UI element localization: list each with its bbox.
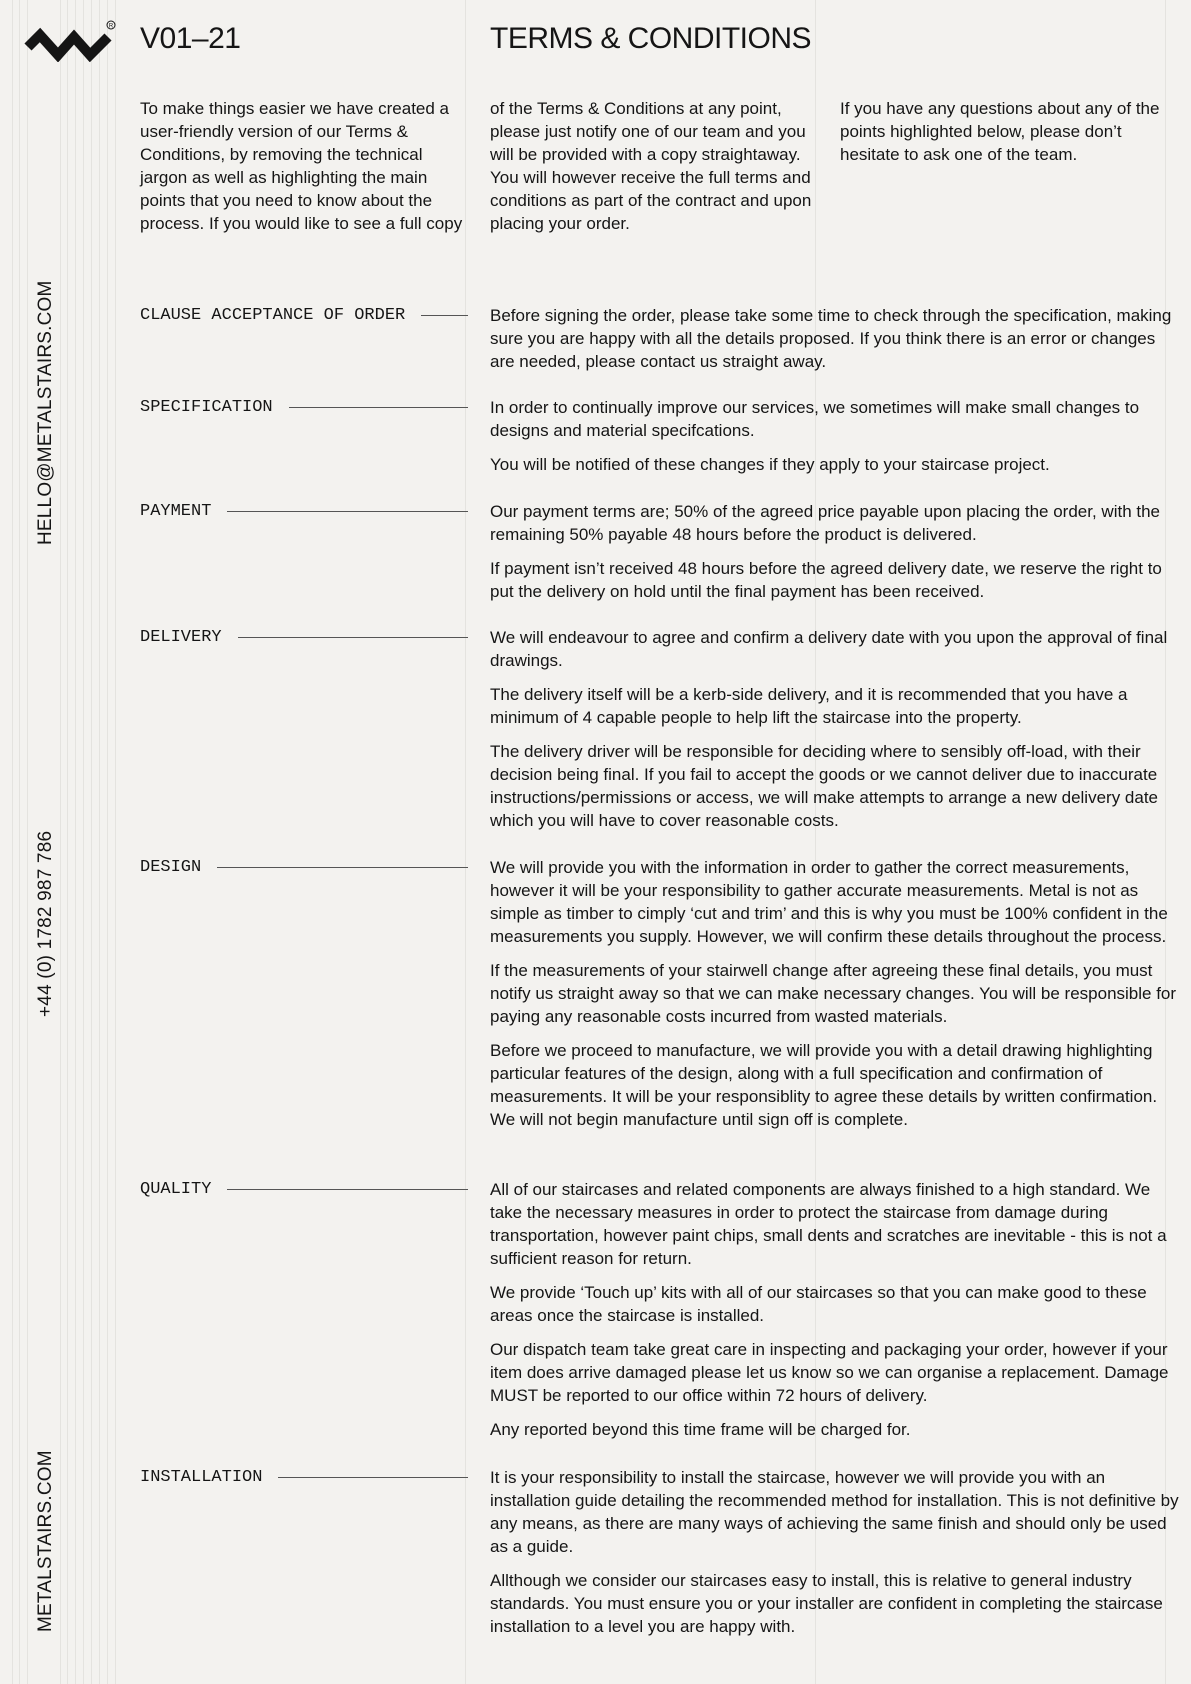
- intro-column-2: of the Terms & Conditions at any point, please just notify one of our team and you will be provided with a copy straightaway. You will however receive the full terms and conditions as part of the contract and upon placing your order.: [490, 99, 812, 233]
- clause-body: [490, 626, 1180, 843]
- clause-heading: [140, 856, 468, 879]
- clause-heading: [140, 626, 468, 649]
- clause-heading: [140, 1178, 468, 1201]
- clause-paragraph: We will provide you with the information in order to gather the correct measurements, however it will be your responsibility to gather accurate measurements. Metal is not as simple as timber to cimply ‘cut and trim’ and this is why you must be 100% confident in the measurements you supply. However, we will confirm these details throughout the process.: [490, 858, 1168, 946]
- clause-title: INSTALLATION: [140, 1468, 263, 1487]
- clause-heading: [140, 1466, 468, 1489]
- clause-title: PAYMENT: [140, 502, 212, 521]
- guide-line: [107, 0, 108, 1684]
- clause-body: [490, 856, 1180, 1142]
- sidebar-website[interactable]: METALSTAIRS.COM: [35, 1450, 56, 1632]
- guide-line: [115, 0, 116, 1684]
- guide-line: [12, 0, 13, 1684]
- guide-line: [465, 0, 466, 1684]
- clause-paragraph: Our payment terms are; 50% of the agreed price payable upon placing the order, with the remaining 50% payable 48 hours before the product is delivered.: [490, 502, 1161, 544]
- clause-divider: [217, 867, 468, 868]
- guide-line: [75, 0, 76, 1684]
- clause-paragraph: We will endeavour to agree and confirm a delivery date with you upon the approval of final drawings.: [490, 628, 1168, 670]
- guide-line: [67, 0, 68, 1684]
- clause-paragraph: All of our staircases and related components are always finished to a high standard. We take the necessary measures in order to protect the staircase from damage during transportation, however paint chips, small dents and scratches are inevitable - this is not a sufficient reason for return.: [490, 1180, 1167, 1268]
- clause-body: [490, 500, 1180, 614]
- clause-paragraph: We provide ‘Touch up’ kits with all of our staircases so that you can make good to these areas once the staircase is installed.: [490, 1283, 1147, 1325]
- clause-divider: [227, 511, 468, 512]
- clause-heading: [140, 396, 468, 419]
- version-label: V01–21: [140, 22, 241, 55]
- clause-paragraph: You will be notified of these changes if they apply to your staircase project.: [490, 455, 1050, 474]
- clause-divider: [238, 637, 468, 638]
- clause-paragraph: If payment isn’t received 48 hours before the agreed delivery date, we reserve the right to put the delivery on hold until the final payment has been received.: [490, 559, 1162, 601]
- clause-paragraph: The delivery itself will be a kerb-side delivery, and it is recommended that you have a minimum of 4 capable people to help lift the staircase into the property.: [490, 685, 1128, 727]
- svg-text:R: R: [108, 23, 114, 30]
- clause-paragraph: Before we proceed to manufacture, we will provide you with a detail drawing highlighting particular features of the design, along with a full specification and confirmation of measurements. It will be your responsiblity to agree these details by written confirmation. We will not begin manufacture until sign off is complete.: [490, 1041, 1158, 1129]
- clause-divider: [278, 1477, 468, 1478]
- clause-paragraph: Allthough we consider our staircases easy to install, this is relative to general industry standards. You must ensure you or your installer are confident in completing the staircase installation to a level you are happy with.: [490, 1571, 1163, 1636]
- clause-divider: [421, 315, 468, 316]
- clause-body: [490, 1466, 1180, 1649]
- guide-line: [27, 0, 28, 1684]
- clause-heading: [140, 500, 468, 523]
- page-title: TERMS & CONDITIONS: [490, 22, 812, 55]
- clause-paragraph: Our dispatch team take great care in inspecting and packaging your order, however if your item does arrive damaged please let us know so we can organise a replacement. Damage MUST be reported to our office within 72 hours of delivery.: [490, 1340, 1169, 1405]
- clause-divider: [289, 407, 468, 408]
- guide-line: [83, 0, 84, 1684]
- guide-line: [91, 0, 92, 1684]
- clause-paragraph: Before signing the order, please take some time to check through the specification, making sure you are happy with all the details proposed. If you think there is an error or changes are needed, please contact us straight away.: [490, 306, 1172, 371]
- clause-divider: [227, 1189, 468, 1190]
- clause-paragraph: Any reported beyond this time frame will be charged for.: [490, 1420, 911, 1439]
- clause-paragraph: If the measurements of your stairwell change after agreeing these final details, you must notify us straight away so that we can make necessary changes. You will be responsible for paying any reasonable costs incurred from wasted materials.: [490, 961, 1177, 1026]
- guide-line: [99, 0, 100, 1684]
- clause-paragraph: It is your responsibility to install the staircase, however we will provide you with an installation guide detailing the recommended method for installation. This is not definitive by any means, as there are many ways of achieving the same finish and should only be used as a guide.: [490, 1468, 1179, 1556]
- clause-body: [490, 1178, 1180, 1452]
- clause-paragraph: In order to continually improve our services, we sometimes will make small changes to designs and material specifcations.: [490, 398, 1140, 440]
- clause-title: CLAUSE ACCEPTANCE OF ORDER: [140, 306, 406, 325]
- intro-column-3: If you have any questions about any of the points highlighted below, please don’t hesitate to ask one of the team.: [840, 99, 1160, 164]
- clause-title: SPECIFICATION: [140, 398, 273, 417]
- sidebar-phone[interactable]: +44 (0) 1782 987 786: [35, 830, 56, 1017]
- clause-paragraph: The delivery driver will be responsible for deciding where to sensibly off-load, with their decision being final. If you fail to accept the goods or we cannot deliver due to inaccurate instructions/permissions or access, we will make attempts to arrange a new delivery date which you will have to cover reasonable costs.: [490, 742, 1159, 830]
- clause-body: [490, 396, 1180, 487]
- clause-heading: [140, 304, 468, 327]
- clause-title: DESIGN: [140, 858, 202, 877]
- metalstairs-logo-icon: [24, 20, 114, 60]
- clause-title: QUALITY: [140, 1180, 212, 1199]
- clause-body: [490, 304, 1180, 384]
- sidebar-email[interactable]: HELLO@METALSTAIRS.COM: [35, 280, 56, 545]
- clause-title: DELIVERY: [140, 628, 222, 647]
- guide-line: [60, 0, 61, 1684]
- intro-column-1: To make things easier we have created a user-friendly version of our Terms & Conditions, by removing the technical jargon as well as highlighting the main points that you need to know about the process. If you would like to see a full copy: [140, 99, 463, 233]
- guide-line: [19, 0, 20, 1684]
